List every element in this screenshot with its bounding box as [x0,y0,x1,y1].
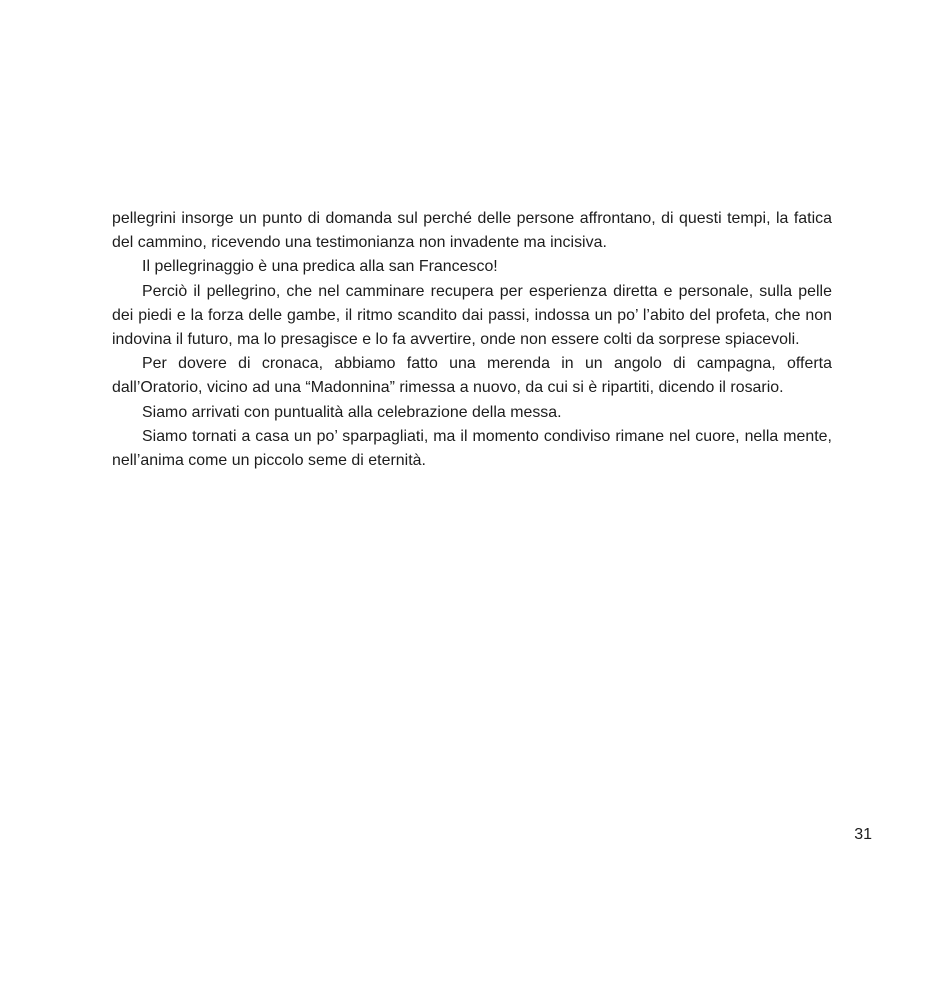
paragraph-3: Perciò il pellegrino, che nel camminare recupera per esperienza diretta e personale, sulla pelle dei piedi e la forza delle gambe, il ritmo scandito dai passi, indossa un po’ l’abito del profeta, che non indovina il futuro, ma lo presagisce e lo fa avvertire, onde non essere colti da sorprese spiacevoli. [112,282,832,349]
paragraph-5: Siamo arrivati con puntualità alla celebrazione della messa. [142,403,562,421]
paragraph-6: Siamo tornati a casa un po’ sparpagliati, ma il momento condiviso rimane nel cuore, nella mente, nell’anima come un piccolo seme di eternità. [112,427,832,470]
body-text-block [112,207,832,473]
paragraph-1: pellegrini insorge un punto di domanda sul perché delle persone affrontano, di questi tempi, la fatica del cammino, ricevendo una testimonianza non invadente ma incisiva. [112,210,832,252]
page-number: 31 [854,826,872,843]
paragraph-2: Il pellegrinaggio è una predica alla san Francesco! [142,258,498,276]
paragraph-4: Per dovere di cronaca, abbiamo fatto una merenda in un angolo di campagna, offerta dall’Oratorio, vicino ad una “Madonnina” rimessa a nuovo, da cui si è ripartiti, dicendo il rosario. [112,355,832,397]
